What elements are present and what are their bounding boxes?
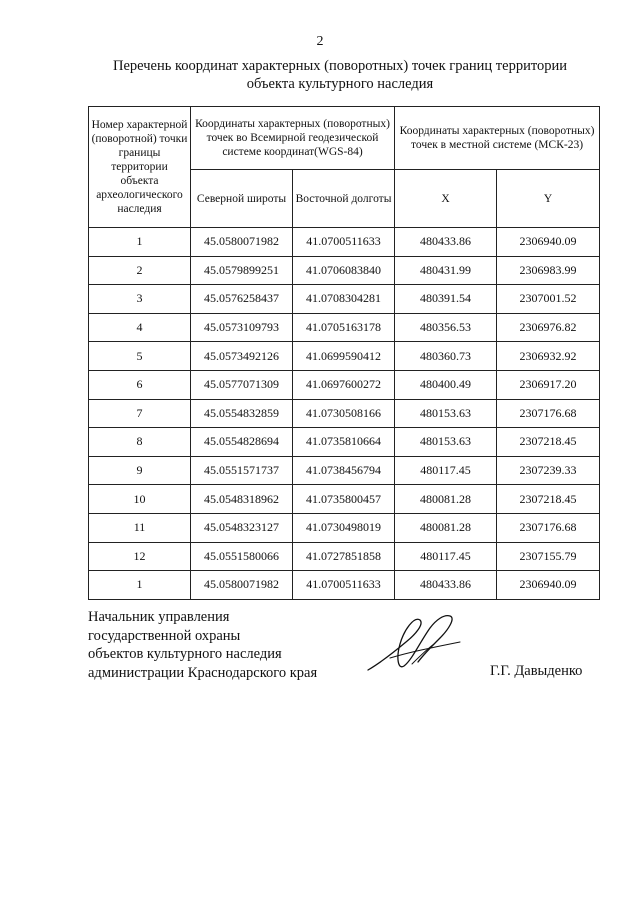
cell-y: 2306940.09 xyxy=(497,228,600,257)
table-row xyxy=(89,428,600,457)
cell-longitude: 41.0727851858 xyxy=(293,542,395,571)
signatory-name: Г.Г. Давыденко xyxy=(490,663,583,679)
table-row xyxy=(89,542,600,571)
cell-point-number: 4 xyxy=(89,313,191,342)
cell-latitude: 45.0576258437 xyxy=(191,285,293,314)
cell-latitude: 45.0554828694 xyxy=(191,428,293,457)
document-title xyxy=(70,57,610,93)
cell-y: 2307176.68 xyxy=(497,513,600,542)
cell-x: 480081.28 xyxy=(395,485,497,514)
cell-x: 480431.99 xyxy=(395,256,497,285)
table-row xyxy=(89,342,600,371)
header-wgs84-group: Координаты характерных (поворотных) точек во Всемирной геодезической системе координат(WGS-84) xyxy=(191,107,395,170)
cell-y: 2306940.09 xyxy=(497,571,600,600)
cell-longitude: 41.0700511633 xyxy=(293,571,395,600)
cell-latitude: 45.0554832859 xyxy=(191,399,293,428)
cell-longitude: 41.0705163178 xyxy=(293,313,395,342)
cell-latitude: 45.0573109793 xyxy=(191,313,293,342)
cell-x: 480433.86 xyxy=(395,228,497,257)
cell-latitude: 45.0548323127 xyxy=(191,513,293,542)
signatory-line-3: объектов культурного наследия xyxy=(88,646,282,662)
cell-x: 480400.49 xyxy=(395,370,497,399)
cell-point-number: 5 xyxy=(89,342,191,371)
table-row xyxy=(89,399,600,428)
cell-x: 480391.54 xyxy=(395,285,497,314)
title-line-1: Перечень координат характерных (поворотных) точек границ территории xyxy=(112,58,568,74)
table-row xyxy=(89,285,600,314)
table-row xyxy=(89,313,600,342)
cell-y: 2307218.45 xyxy=(497,485,600,514)
cell-x: 480433.86 xyxy=(395,571,497,600)
cell-longitude: 41.0730508166 xyxy=(293,399,395,428)
cell-point-number: 1 xyxy=(89,571,191,600)
cell-x: 480081.28 xyxy=(395,513,497,542)
table-row xyxy=(89,485,600,514)
signatory-line-4: администрации Краснодарского края xyxy=(88,664,318,681)
table-row xyxy=(89,571,600,600)
cell-point-number: 6 xyxy=(89,370,191,399)
cell-y: 2307218.45 xyxy=(497,428,600,457)
cell-longitude: 41.0738456794 xyxy=(293,456,395,485)
cell-latitude: 45.0579899251 xyxy=(191,256,293,285)
cell-longitude: 41.0700511633 xyxy=(293,228,395,257)
cell-longitude: 41.0730498019 xyxy=(293,513,395,542)
cell-y: 2307239.33 xyxy=(497,456,600,485)
cell-latitude: 45.0580071982 xyxy=(191,571,293,600)
table-row xyxy=(89,370,600,399)
cell-y: 2306932.92 xyxy=(497,342,600,371)
cell-latitude: 45.0551571737 xyxy=(191,456,293,485)
cell-point-number: 10 xyxy=(89,485,191,514)
cell-longitude: 41.0699590412 xyxy=(293,342,395,371)
table-row xyxy=(89,513,600,542)
cell-y: 2306976.82 xyxy=(497,313,600,342)
signatory-line-1: Начальник управления xyxy=(88,609,230,625)
cell-x: 480117.45 xyxy=(395,456,497,485)
cell-y: 2307001.52 xyxy=(497,285,600,314)
cell-point-number: 11 xyxy=(89,513,191,542)
cell-longitude: 41.0697600272 xyxy=(293,370,395,399)
signatory-title xyxy=(88,608,317,682)
cell-longitude: 41.0706083840 xyxy=(293,256,395,285)
cell-x: 480356.53 xyxy=(395,313,497,342)
cell-latitude: 45.0577071309 xyxy=(191,370,293,399)
cell-point-number: 3 xyxy=(89,285,191,314)
title-line-2: объекта культурного наследия xyxy=(246,76,434,92)
cell-x: 480153.63 xyxy=(395,399,497,428)
cell-longitude: 41.0735810664 xyxy=(293,428,395,457)
table-body xyxy=(89,228,600,600)
cell-latitude: 45.0580071982 xyxy=(191,228,293,257)
cell-y: 2306917.20 xyxy=(497,370,600,399)
table-row xyxy=(89,456,600,485)
signatory-line-2: государственной охраны xyxy=(88,627,241,644)
page-number: 2 xyxy=(316,34,324,49)
cell-point-number: 1 xyxy=(89,228,191,257)
cell-x: 480360.73 xyxy=(395,342,497,371)
header-y: Y xyxy=(497,170,600,228)
cell-latitude: 45.0551580066 xyxy=(191,542,293,571)
cell-point-number: 2 xyxy=(89,256,191,285)
cell-longitude: 41.0708304281 xyxy=(293,285,395,314)
header-msk23-group: Координаты характерных (поворотных) точек в местной системе (МСК-23) xyxy=(395,107,600,170)
cell-y: 2307155.79 xyxy=(497,542,600,571)
table-row xyxy=(89,228,600,257)
table-row xyxy=(89,256,600,285)
header-longitude: Восточной долготы xyxy=(293,170,395,228)
header-x: X xyxy=(395,170,497,228)
cell-point-number: 12 xyxy=(89,542,191,571)
cell-y: 2307176.68 xyxy=(497,399,600,428)
cell-y: 2306983.99 xyxy=(497,256,600,285)
cell-point-number: 7 xyxy=(89,399,191,428)
cell-latitude: 45.0573492126 xyxy=(191,342,293,371)
handwritten-signature xyxy=(360,608,470,683)
header-latitude: Северной широты xyxy=(191,170,293,228)
cell-x: 480117.45 xyxy=(395,542,497,571)
cell-latitude: 45.0548318962 xyxy=(191,485,293,514)
cell-x: 480153.63 xyxy=(395,428,497,457)
header-point-number: Номер характерной (поворотной) точки границы территории объекта археологического наследия xyxy=(89,107,191,228)
cell-longitude: 41.0735800457 xyxy=(293,485,395,514)
cell-point-number: 8 xyxy=(89,428,191,457)
cell-point-number: 9 xyxy=(89,456,191,485)
coordinates-table xyxy=(88,106,600,600)
